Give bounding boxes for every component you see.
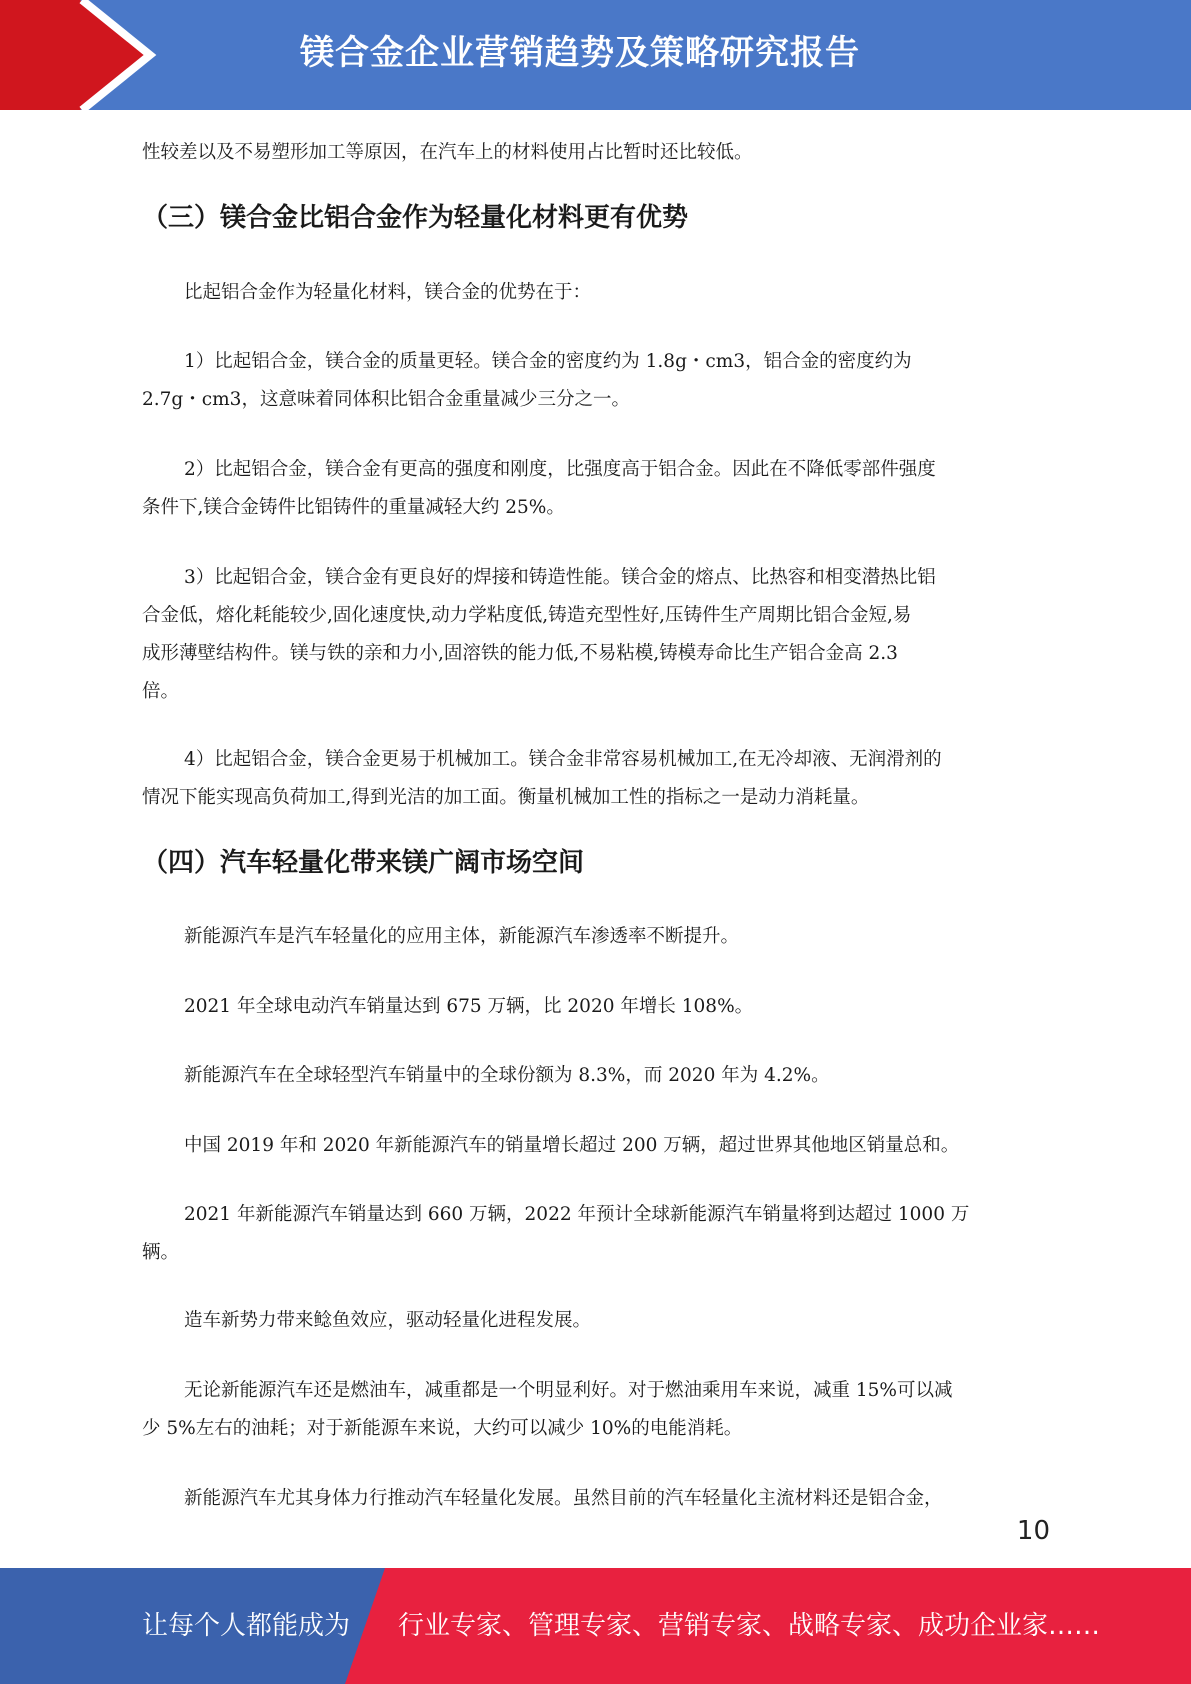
paragraph-advantage-2-line-2: 条件下,镁合金铸件比铝铸件的重量减轻大约 25%。 — [142, 497, 565, 518]
paragraph-advantage-3-line-2: 合金低，熔化耗能较少,固化速度快,动力学粘度低,铸造充型性好,压铸件生产周期比铝合金短,易 — [142, 605, 912, 626]
paragraph-advantage-2-line-1: 2）比起铝合金，镁合金有更高的强度和刚度，比强度高于铝合金。因此在不降低零部件强度 — [184, 459, 936, 480]
paragraph-advantage-3-line-4: 倍。 — [142, 681, 180, 702]
footer-slogan-right: 行业专家、管理专家、营销专家、战略专家、成功企业家…… — [398, 1611, 1101, 1641]
page-header — [0, 0, 1191, 110]
paragraph-nev-5-line-2: 辆。 — [142, 1242, 180, 1263]
section-heading-3: （三）镁合金比铝合金作为轻量化材料更有优势 — [142, 203, 689, 233]
paragraph-nev-6: 造车新势力带来鲶鱼效应，驱动轻量化进程发展。 — [184, 1310, 592, 1331]
paragraph-nev-2: 2021 年全球电动汽车销量达到 675 万辆，比 2020 年增长 108%。 — [184, 996, 754, 1017]
paragraph-nev-4: 中国 2019 年和 2020 年新能源汽车的销量增长超过 200 万辆，超过世界其他地区销量总和。 — [184, 1135, 960, 1156]
paragraph-advantage-1-line-2: 2.7g・cm3，这意味着同体积比铝合金重量减少三分之一。 — [142, 389, 630, 410]
paragraph-advantage-3-line-1: 3）比起铝合金，镁合金有更良好的焊接和铸造性能。镁合金的熔点、比热容和相变潜热比铝 — [184, 567, 936, 588]
paragraph-advantage-4-line-1: 4）比起铝合金，镁合金更易于机械加工。镁合金非常容易机械加工,在无冷却液、无润滑剂的 — [184, 749, 942, 770]
paragraph-advantage-4-line-2: 情况下能实现高负荷加工,得到光洁的加工面。衡量机械加工性的指标之一是动力消耗量。 — [142, 787, 870, 808]
paragraph-nev-1: 新能源汽车是汽车轻量化的应用主体，新能源汽车渗透率不断提升。 — [184, 926, 740, 947]
report-title: 镁合金企业营销趋势及策略研究报告 — [300, 33, 860, 73]
paragraph-nev-8: 新能源汽车尤其身体力行推动汽车轻量化发展。虽然目前的汽车轻量化主流材料还是铝合金， — [184, 1488, 943, 1509]
paragraph-nev-7-line-2: 少 5%左右的油耗；对于新能源车来说，大约可以减少 10%的电能消耗。 — [142, 1418, 743, 1439]
paragraph-advantage-1-line-1: 1）比起铝合金，镁合金的质量更轻。镁合金的密度约为 1.8g・cm3，铝合金的密度约为 — [184, 351, 912, 372]
header-arrow-decoration — [0, 0, 160, 110]
paragraph-nev-7-line-1: 无论新能源汽车还是燃油车，减重都是一个明显利好。对于燃油乘用车来说，减重 15%可以减 — [184, 1380, 953, 1401]
page-footer — [0, 1568, 1191, 1684]
paragraph-nev-5-line-1: 2021 年新能源汽车销量达到 660 万辆，2022 年预计全球新能源汽车销量将到达超过 1000 万 — [184, 1204, 970, 1225]
footer-slogan-left: 让每个人都能成为 — [142, 1611, 351, 1641]
paragraph-advantage-3-line-3: 成形薄壁结构件。镁与铁的亲和力小,固溶铁的能力低,不易粘模,铸模寿命比生产铝合金高 2.3 — [142, 643, 898, 664]
paragraph-advantage-intro: 比起铝合金作为轻量化材料，镁合金的优势在于： — [184, 282, 592, 303]
section-heading-4: （四）汽车轻量化带来镁广阔市场空间 — [142, 848, 585, 878]
page-number: 10 — [1016, 1516, 1050, 1546]
paragraph-nev-3: 新能源汽车在全球轻型汽车销量中的全球份额为 8.3%，而 2020 年为 4.2%。 — [184, 1065, 830, 1086]
paragraph-intro: 性较差以及不易塑形加工等原因，在汽车上的材料使用占比暂时还比较低。 — [142, 142, 753, 163]
